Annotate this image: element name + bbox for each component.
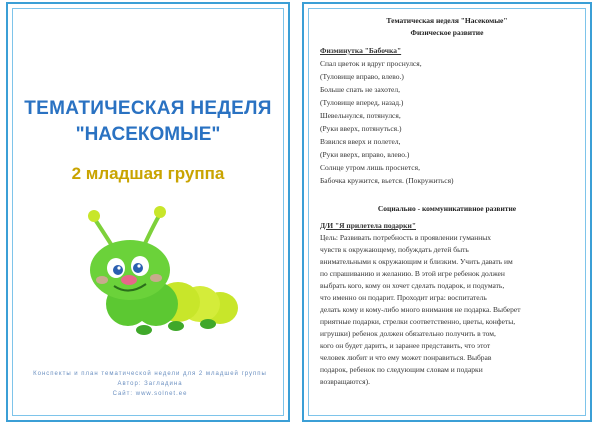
section-heading: Социально - коммуникативное развитие — [377, 204, 517, 213]
text-line: по спрашиванию и желанию. В этой игре ребенок должен — [320, 269, 505, 278]
text-line: делать кому и кому-либо много внимания не подарка. Выберет — [320, 305, 521, 314]
text-line: Спал цветок и вдруг проснулся, — [320, 59, 422, 68]
text-line: игрушки) ребенок должен обязательно получить в том, — [320, 329, 496, 338]
right-page — [302, 2, 592, 422]
footer-line: Конспекты и план тематической недели для 2 младшей группы — [33, 371, 267, 377]
text-line: (Туловище вправо, влево.) — [320, 72, 404, 81]
left-page — [6, 2, 290, 422]
section-body — [320, 44, 578, 187]
text-line: Больше спать не захотел, — [320, 85, 400, 94]
text-line: возвращаются). — [320, 377, 370, 386]
text-line: подарок, ребенок по следующим словам и подарки — [320, 365, 483, 374]
page-title-line2: "НАСЕКОМЫЕ" — [75, 124, 221, 145]
footer-line: Автор: Загладина — [117, 381, 183, 387]
page-title-line1: ТЕМАТИЧЕСКАЯ НЕДЕЛЯ — [24, 98, 272, 119]
text-line: человек любит и что ему может понравиться. Выбрав — [320, 353, 492, 362]
section-title: Д/И "Я прилетела подарки" — [320, 221, 416, 230]
text-line: (Руки вверх, потянуться.) — [320, 124, 402, 133]
text-line: кого он будет дарить, и заранее представить, что этот — [320, 341, 491, 350]
text-line: приятные подарки, стрелки соответственно, цветы, конфеты, — [320, 317, 516, 326]
text-line: чувств к окружающему, побуждать детей быть — [320, 245, 469, 254]
text-line: что именно он подарит. Проходит игра: воспитатель — [320, 293, 487, 302]
text-line: Взвился вверх и полетел, — [320, 137, 401, 146]
text-line: Цель: Развивать потребность в проявлении гуманных — [320, 233, 492, 242]
footer-line: Сайт: www.solnet.ee — [112, 391, 188, 397]
section-title: Физминутка "Бабочка" — [320, 46, 402, 55]
text-line: внимательными к окружающим и близким. Учить давать им — [320, 257, 513, 266]
text-line: Шевельнулся, потянулся, — [320, 111, 401, 120]
text-line: (Туловище вперед, назад.) — [320, 98, 404, 107]
text-line: выбрать кого, кому он хочет сделать подарок, и подумать, — [320, 281, 505, 290]
page-header: Тематическая неделя "Насекомые" — [386, 16, 508, 25]
text-line: (Руки вверх, вправо, влево.) — [320, 150, 410, 159]
text-line: Солнце утром лишь проснется, — [320, 163, 420, 172]
group-subtitle: 2 младшая группа — [71, 164, 225, 183]
text-line: Бабочка кружится, вьется. (Покружиться) — [320, 176, 454, 185]
section-heading: Физическое развитие — [410, 28, 484, 37]
caterpillar-icon — [72, 200, 242, 340]
section-body — [320, 220, 578, 388]
